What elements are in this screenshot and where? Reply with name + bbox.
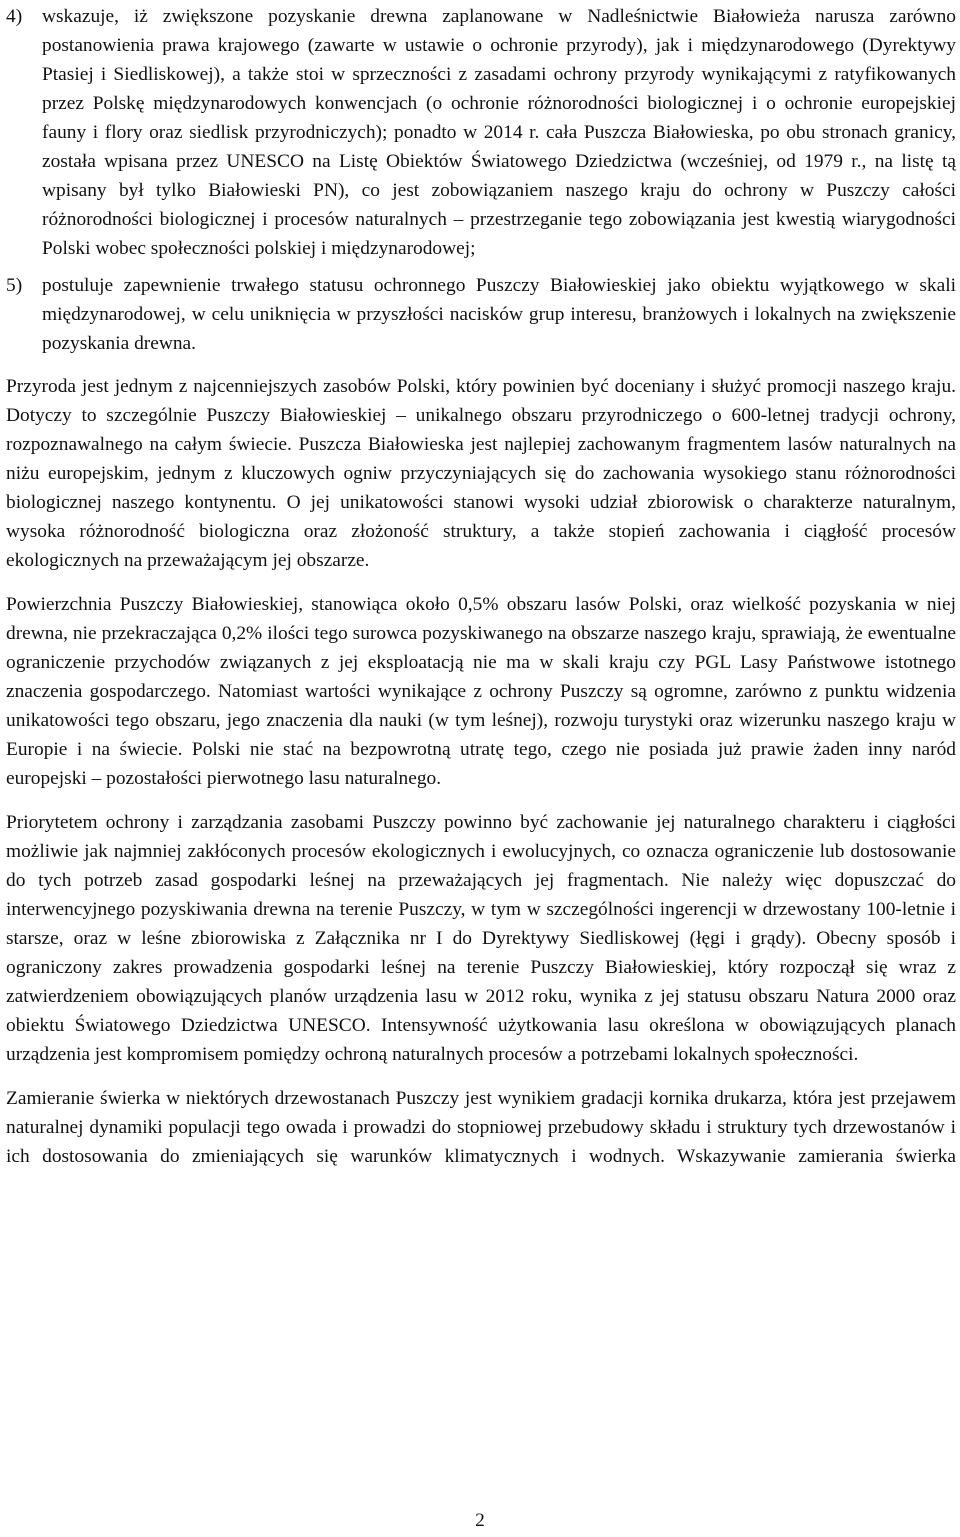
list-item-5: [6, 271, 956, 358]
document-page: [6, 2, 956, 1186]
paragraph-area-economics: Powierzchnia Puszczy Białowieskiej, stanowiąca około 0,5% obszaru lasów Polski, oraz wielkość pozyskania w niej drewna, nie przekraczająca 0,2% ilości tego surowca pozyskiwanego na obszarze naszego kraju, sprawiają, że ewentualne ograniczenie przychodów związanych z jej eksploatacją nie ma w skali kraju czy PGL Lasy Państwowe istotnego znaczenia gospodarczego. Natomiast wartości wynikające z ochrony Puszczy są ogromne, zarówno z punktu widzenia unikatowości tego obszaru, jego znaczenia dla nauki (w tym leśnej), rozwoju turystyki oraz wizerunku naszego kraju w Europie i na świecie. Polski nie stać na bezpowrotną utratę tego, czego nie posiada już prawie żaden inny naród europejski – pozostałości pierwotnego lasu naturalnego.: [6, 594, 956, 789]
list-text: postuluje zapewnienie trwałego statusu ochronnego Puszczy Białowieskiej jako obiektu wyjątkowego w skali międzynarodowej, w celu uniknięcia w przyszłości nacisków grup interesu, branżowych i lokalnych na zwiększenie pozyskania drewna.: [42, 275, 956, 354]
paragraph-nature-value: Przyroda jest jednym z najcenniejszych zasobów Polski, który powinien być doceniany i służyć promocji naszego kraju. Dotyczy to szczególnie Puszczy Białowieskiej – unikalnego obszaru przyrodniczego o 600-letnej tradycji ochrony, rozpoznawalnego na całym świecie. Puszcza Białowieska jest najlepiej zachowanym fragmentem lasów naturalnych na niżu europejskim, jednym z kluczowych ogniw przyczyniających się do zachowania wysokiego stanu różnorodności biologicznej naszego kontynentu. O jej unikatowości stanowi wysoki udział zbiorowisk o charakterze naturalnym, wysoka różnorodność biologiczna oraz złożoność struktury, a także stopień zachowania i ciągłość procesów ekologicznych na przeważającym jej obszarze.: [6, 376, 956, 571]
paragraph-spruce-dieback: Zamieranie świerka w niektórych drzewostanach Puszczy jest wynikiem gradacji kornika drukarza, która jest przejawem naturalnej dynamiki populacji tego owada i prowadzi do stopniowej przebudowy składu i struktury tych drzewostanów i ich dostosowania do zmieniających się warunków klimatycznych i wodnych. Wskazywanie zamierania świerka: [6, 1088, 956, 1167]
paragraph-protection-priority: Priorytetem ochrony i zarządzania zasobami Puszczy powinno być zachowanie jej naturalnego charakteru i ciągłości możliwie jak najmniej zakłóconych procesów ekologicznych i ewolucyjnych, co oznacza ograniczenie lub dostosowanie do tych potrzeb zasad gospodarki leśnej na przeważających jej fragmentach. Nie należy więc dopuszczać do interwencyjnego pozyskiwania drewna na terenie Puszczy, w tym w szczególności ingerencji w drzewostany 100-letnie i starsze, oraz w leśne zbiorowiska z Załącznika nr I do Dyrektywy Siedliskowej (łęgi i grądy). Obecny sposób i ograniczony zakres prowadzenia gospodarki leśnej na terenie Puszczy Białowieskiej, który rozpoczął się wraz z zatwierdzeniem obowiązujących planów urządzenia lasu w 2012 roku, wynika z jej statusu obszaru Natura 2000 oraz obiektu Światowego Dziedzictwa UNESCO. Intensywność użytkowania lasu określona w obowiązujących planach urządzenia jest kompromisem pomiędzy ochroną naturalnych procesów a potrzebami lokalnych społeczności.: [6, 812, 956, 1065]
list-text: wskazuje, iż zwiększone pozyskanie drewna zaplanowane w Nadleśnictwie Białowieża narusza zarówno postanowienia prawa krajowego (zawarte w ustawie o ochronie przyrody), jak i międzynarodowego (Dyrektywy Ptasiej i Siedliskowej), a także stoi w sprzeczności z zasadami ochrony przyrody wynikającymi z ratyfikowanych przez Polskę międzynarodowych konwencjach (o ochronie różnorodności biologicznej i o ochronie europejskiej fauny i flory oraz siedlisk przyrodniczych); ponadto w 2014 r. cała Puszcza Białowieska, po obu stronach granicy, została wpisana przez UNESCO na Listę Obiektów Światowego Dziedzictwa (wcześniej, od 1979 r., na listę tą wpisany był tylko Białowieski PN), co jest zobowiązaniem naszego kraju do ochrony w Puszczy całości różnorodności biologicznej i procesów naturalnych – przestrzeganie tego zobowiązania jest kwestią wiarygodności Polski wobec społeczności polskiej i międzynarodowej;: [42, 6, 956, 259]
page-number: 2: [475, 1510, 485, 1531]
list-number: 4): [6, 6, 23, 27]
list-item-4: [6, 2, 956, 263]
list-number: 5): [6, 275, 23, 296]
